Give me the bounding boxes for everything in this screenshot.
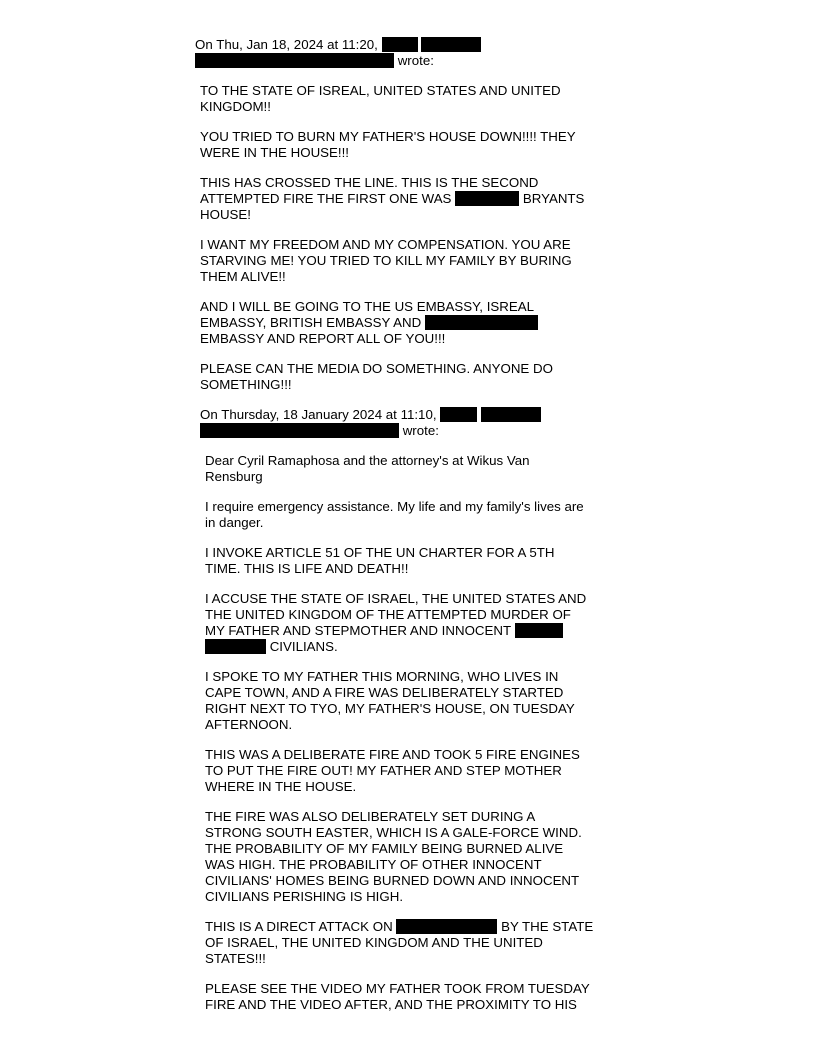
email-2-paragraph: THE FIRE WAS ALSO DELIBERATELY SET DURING A STRONG SOUTH EASTER, WHICH IS A GALE-FORCE WIND. THE PROBABILITY OF MY FAMILY BEING BURNED ALIVE WAS HIGH. THE PROBABILITY OF OTHER INNOCENT CIVILIANS' HOMES BEING BURNED DOWN AND INNOCENT CIVILIANS PERISHING IS HIGH.: [205, 809, 582, 904]
email-1-paragraph: PLEASE CAN THE MEDIA DO SOMETHING. ANYONE DO SOMETHING!!!: [200, 361, 553, 392]
email-2-paragraph: I INVOKE ARTICLE 51 OF THE UN CHARTER FOR A 5TH TIME. THIS IS LIFE AND DEATH!!: [205, 545, 555, 576]
email-2-paragraph: THIS IS A DIRECT ATTACK ON BY THE STATE OF ISRAEL, THE UNITED KINGDOM AND THE UNITED STATES!!!: [205, 919, 594, 966]
email-1-paragraph: THIS HAS CROSSED THE LINE. THIS IS THE SECOND ATTEMPTED FIRE THE FIRST ONE WAS BRYANTS HOUSE!: [200, 175, 585, 222]
email-1-paragraph: TO THE STATE OF ISREAL, UNITED STATES AND UNITED KINGDOM!!: [200, 83, 561, 114]
email-1-paragraph: I WANT MY FREEDOM AND MY COMPENSATION. YOU ARE STARVING ME! YOU TRIED TO KILL MY FAMILY BY BURING THEM ALIVE!!: [200, 237, 572, 284]
redaction-bar: [481, 407, 541, 422]
email-2-paragraph: PLEASE SEE THE VIDEO MY FATHER TOOK FROM TUESDAY FIRE AND THE VIDEO AFTER, AND THE PROXIMITY TO HIS: [205, 981, 590, 1012]
email-2-paragraph: I require emergency assistance. My life and my family's lives are in danger.: [205, 499, 584, 530]
email-1-paragraph: YOU TRIED TO BURN MY FATHER'S HOUSE DOWN!!!! THEY WERE IN THE HOUSE!!!: [200, 129, 576, 160]
email-2-paragraph: THIS WAS A DELIBERATE FIRE AND TOOK 5 FIRE ENGINES TO PUT THE FIRE OUT! MY FATHER AND STEP MOTHER WHERE IN THE HOUSE.: [205, 747, 580, 794]
redaction-bar: [455, 191, 519, 206]
redaction-bar: [195, 53, 394, 68]
redaction-bar: [425, 315, 538, 330]
email-2-paragraph: I SPOKE TO MY FATHER THIS MORNING, WHO LIVES IN CAPE TOWN, AND A FIRE WAS DELIBERATELY STARTED RIGHT NEXT TO TYO, MY FATHER'S HOUSE, ON TUESDAY AFTERNOON.: [205, 669, 575, 732]
email-2-paragraph: I ACCUSE THE STATE OF ISRAEL, THE UNITED STATES AND THE UNITED KINGDOM OF THE ATTEMPTED MURDER OF MY FATHER AND STEPMOTHER AND INNOCENT CIVILIANS.: [205, 591, 587, 654]
quoted-header-1: [195, 37, 525, 69]
redaction-bar: [396, 919, 497, 934]
redaction-bar: [421, 37, 481, 52]
redaction-bar: [440, 407, 477, 422]
header-2-suffix: wrote:: [402, 423, 439, 438]
redaction-bar: [205, 639, 266, 654]
header-1-suffix: wrote:: [397, 53, 434, 68]
email-1-paragraph: AND I WILL BE GOING TO THE US EMBASSY, ISREAL EMBASSY, BRITISH EMBASSY AND EMBASSY AND REPORT ALL OF YOU!!!: [200, 299, 620, 347]
quoted-header-2: [200, 407, 620, 439]
redaction-bar: [382, 37, 418, 52]
redaction-bar: [200, 423, 399, 438]
header-1-prefix: On Thu, Jan 18, 2024 at 11:20,: [195, 37, 378, 52]
redaction-bar: [515, 623, 563, 638]
header-2-prefix: On Thursday, 18 January 2024 at 11:10,: [200, 407, 437, 422]
email-2-paragraph: Dear Cyril Ramaphosa and the attorney's at Wikus Van Rensburg: [205, 453, 530, 484]
